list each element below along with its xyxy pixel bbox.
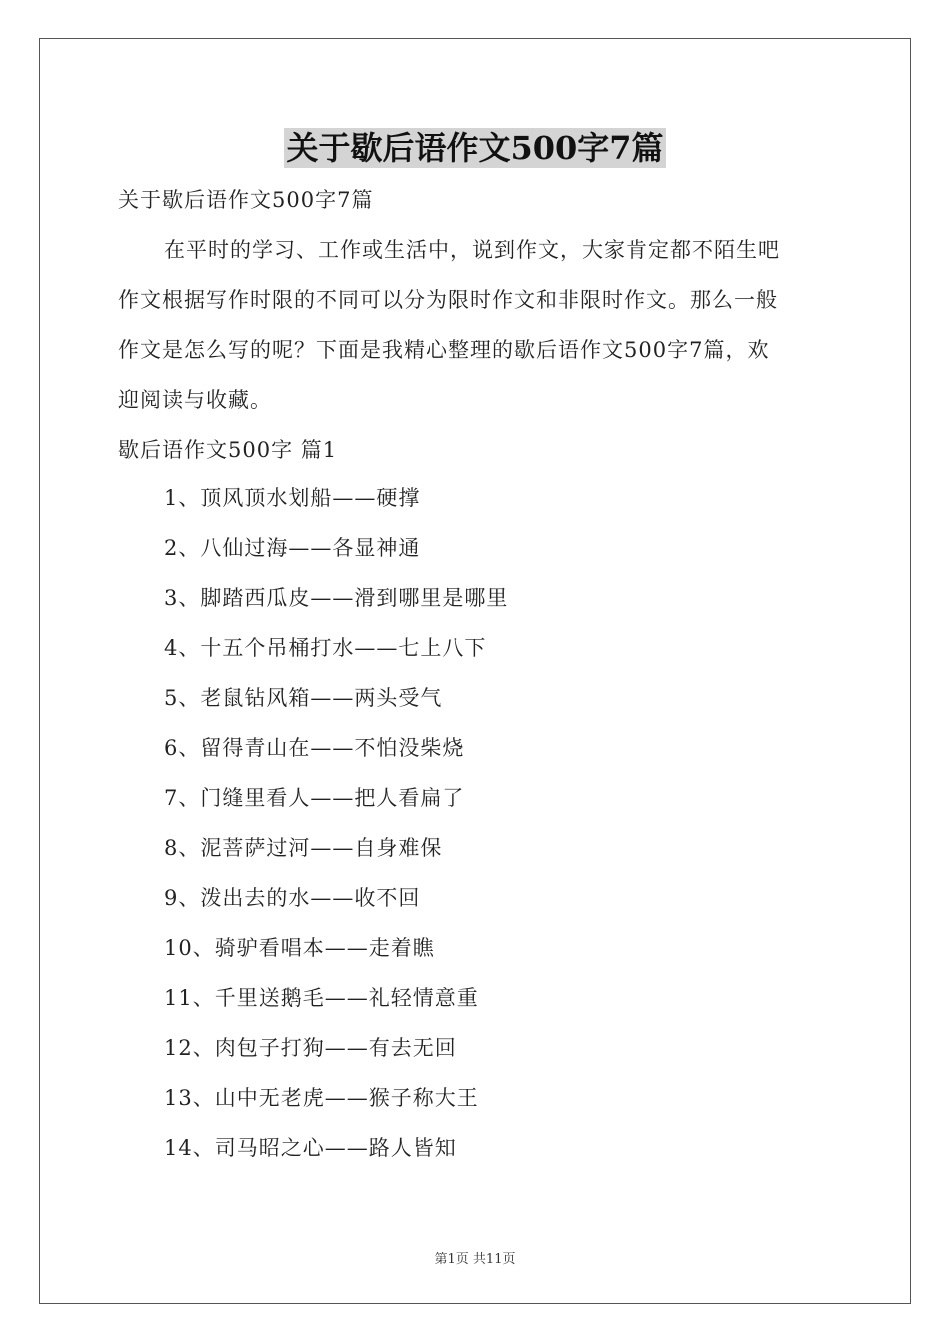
page-border (39, 38, 911, 1304)
page-footer: 第1页 共11页 (434, 1252, 516, 1267)
list-item: 14、司马昭之心——路人皆知 (164, 1136, 457, 1160)
list-item: 2、八仙过海——各显神通 (164, 536, 421, 560)
list-item: 3、脚踏西瓜皮——滑到哪里是哪里 (164, 586, 509, 610)
intro-line-3: 作文是怎么写的呢？下面是我精心整理的歇后语作文500字7篇，欢 (118, 338, 770, 362)
intro-line-1: 在平时的学习、工作或生活中，说到作文，大家肯定都不陌生吧 (164, 238, 780, 262)
section-heading: 歇后语作文500字 篇1 (118, 438, 338, 462)
subtitle: 关于歇后语作文500字7篇 (118, 188, 374, 212)
page-title: 关于歇后语作文500字7篇 (286, 129, 664, 167)
list-item: 8、泥菩萨过河——自身难保 (164, 836, 443, 860)
intro-line-4: 迎阅读与收藏。 (118, 388, 272, 412)
list-item: 1、顶风顶水划船——硬撑 (164, 486, 421, 510)
list-item: 10、骑驴看唱本——走着瞧 (164, 936, 435, 960)
list-item: 7、门缝里看人——把人看扁了 (164, 786, 465, 810)
list-item: 11、千里送鹅毛——礼轻情意重 (164, 986, 479, 1010)
list-item: 5、老鼠钻风箱——两头受气 (164, 686, 443, 710)
intro-line-2: 作文根据写作时限的不同可以分为限时作文和非限时作文。那么一般 (118, 288, 778, 312)
list-item: 9、泼出去的水——收不回 (164, 886, 421, 910)
list-item: 13、山中无老虎——猴子称大王 (164, 1086, 479, 1110)
list-item: 12、肉包子打狗——有去无回 (164, 1036, 457, 1060)
list-item: 4、十五个吊桶打水——七上八下 (164, 636, 487, 660)
list-item: 6、留得青山在——不怕没柴烧 (164, 736, 465, 760)
title-container (0, 128, 950, 168)
